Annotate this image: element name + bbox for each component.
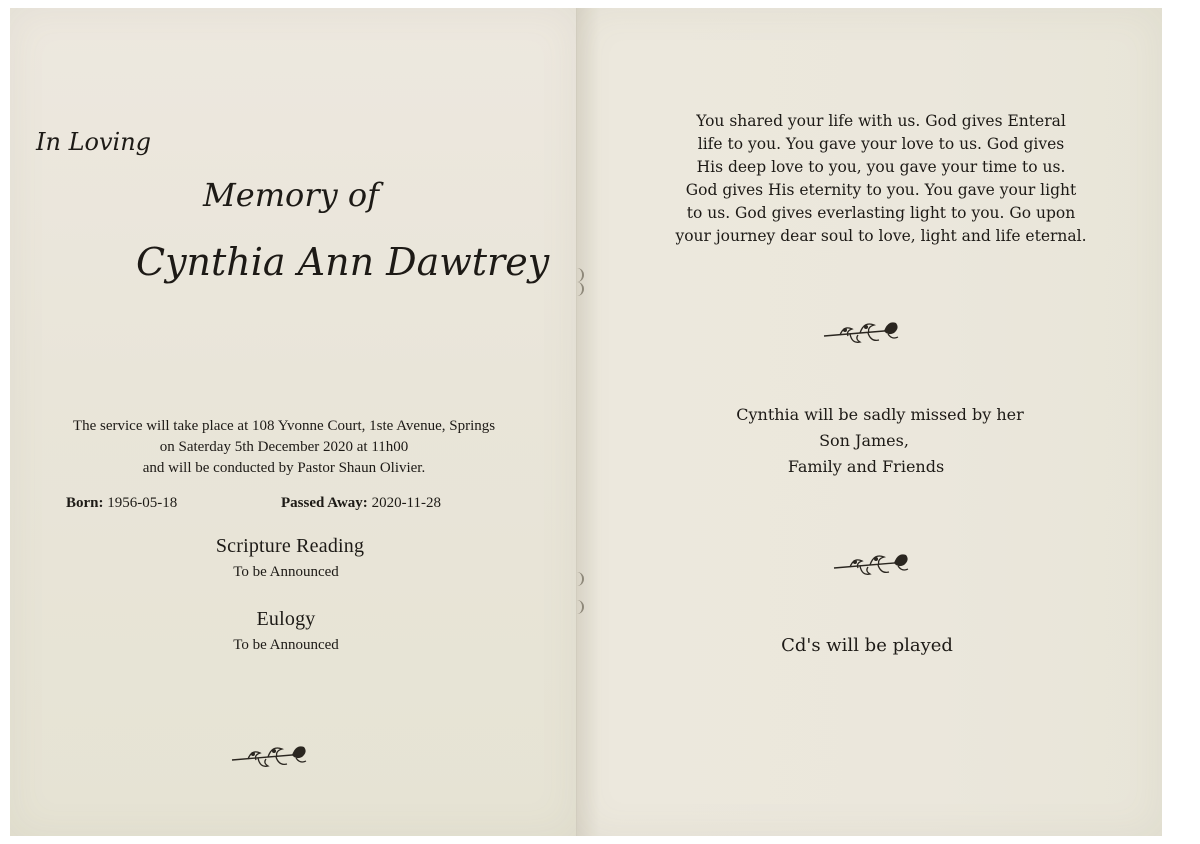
passed-row	[281, 495, 441, 512]
scripture-text: To be Announced	[233, 564, 339, 580]
poem-block	[646, 110, 1116, 248]
service-line-1: The service will take place at 108 Yvonne Court, 1ste Avenue, Springs	[72, 418, 496, 434]
born-value: 1956-05-18	[107, 495, 178, 511]
missed-line-2: Son James,	[819, 431, 909, 450]
rose-flourish-icon	[832, 546, 916, 582]
born-row	[66, 495, 177, 512]
eulogy-text: To be Announced	[233, 637, 339, 653]
service-line-2: on Saterday 5th December 2020 at 11h00	[159, 439, 409, 455]
deceased-name: Cynthia Ann Dawtrey	[136, 240, 550, 284]
born-label: Born:	[66, 495, 104, 511]
passed-label: Passed Away:	[281, 495, 368, 511]
poem-line: His deep love to you, you gave your time to us.	[696, 158, 1066, 176]
poem-line: to us. God gives everlasting light to you. Go upon	[686, 204, 1076, 222]
title-memory-of: Memory of	[203, 176, 379, 214]
closing-line: Cd's will be played	[781, 635, 953, 656]
missed-line-1: Cynthia will be sadly missed by her	[736, 405, 1024, 424]
rose-flourish-icon	[822, 314, 906, 350]
scripture-heading: Scripture Reading	[215, 535, 365, 557]
poem-line: your journey dear soul to love, light and life eternal.	[675, 227, 1087, 245]
service-line-3: and will be conducted by Pastor Shaun Olivier.	[142, 460, 426, 476]
passed-value: 2020-11-28	[371, 495, 441, 511]
missed-line-3: Family and Friends	[787, 457, 945, 476]
title-in-loving: In Loving	[36, 128, 152, 156]
poem-line: You shared your life with us. God gives Enteral	[696, 112, 1066, 130]
rose-flourish-icon	[230, 738, 314, 774]
eulogy-heading: Eulogy	[256, 608, 316, 630]
poem-line: life to you. You gave your love to us. God gives	[697, 135, 1065, 153]
poem-line: God gives His eternity to you. You gave your light	[685, 181, 1077, 199]
